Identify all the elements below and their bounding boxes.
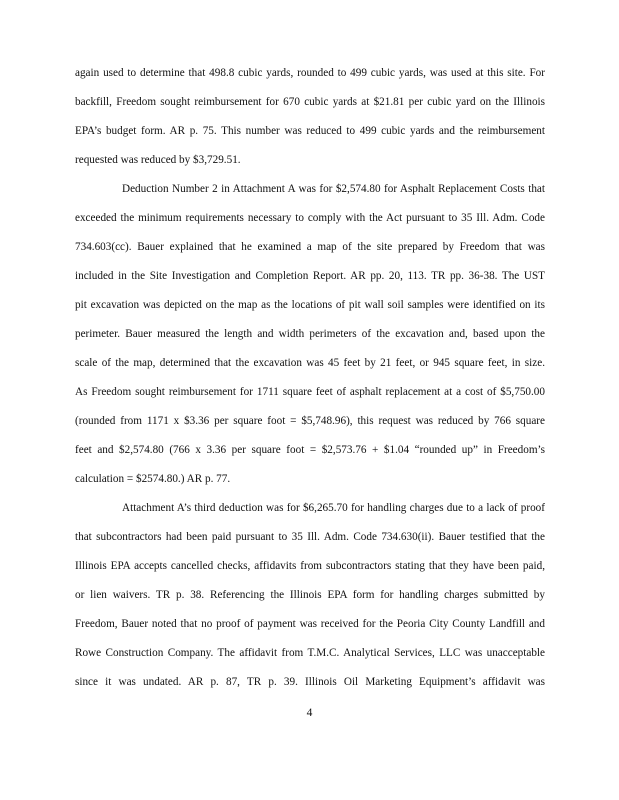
paragraph-2-line-10: feet and $2,574.80 (766 x 3.36 per square foot = $2,573.76 + $1.04 “rounded up” in Freedom’s <box>75 444 545 456</box>
paragraph-2-line-11: calculation = $2574.80.) AR p. 77. <box>75 473 231 485</box>
page-number: 4 <box>306 707 313 719</box>
paragraph-2-line-2: exceeded the minimum requirements necessary to comply with the Act pursuant to 35 Ill. Adm. Code <box>75 212 545 224</box>
paragraph-2-line-8: As Freedom sought reimbursement for 1711 square feet of asphalt replacement at a cost of $5,750.00 <box>75 386 545 398</box>
paragraph-1-line-3: EPA’s budget form. AR p. 75. This number was reduced to 499 cubic yards and the reimbursement <box>75 125 545 137</box>
paragraph-2-line-5: pit excavation was depicted on the map as the locations of pit wall soil samples were identified on its <box>75 299 545 311</box>
paragraph-2-line-4: included in the Site Investigation and Completion Report. AR pp. 20, 113. TR pp. 36-38. The UST <box>75 270 545 282</box>
paragraph-3-line-7: since it was undated. AR p. 87, TR p. 39. Illinois Oil Marketing Equipment’s affidavit was <box>75 676 545 688</box>
paragraph-2-line-3: 734.603(cc). Bauer explained that he examined a map of the site prepared by Freedom that was <box>75 241 545 253</box>
paragraph-3-line-4: or lien waivers. TR p. 38. Referencing the Illinois EPA form for handling charges submitted by <box>75 589 545 601</box>
paragraph-2-line-9: (rounded from 1171 x $3.36 per square foot = $5,748.96), this request was reduced by 766 square <box>75 415 545 427</box>
paragraph-3-line-2: that subcontractors had been paid pursuant to 35 Ill. Adm. Code 734.630(ii). Bauer testified that the <box>75 531 545 543</box>
paragraph-3-line-6: Rowe Construction Company. The affidavit from T.M.C. Analytical Services, LLC was unacceptable <box>75 647 545 659</box>
paragraph-1-line-2: backfill, Freedom sought reimbursement for 670 cubic yards at $21.81 per cubic yard on the Illinois <box>75 96 545 108</box>
paragraph-2-line-1: Deduction Number 2 in Attachment A was for $2,574.80 for Asphalt Replacement Costs that <box>122 183 545 195</box>
paragraph-1-line-1: again used to determine that 498.8 cubic yards, rounded to 499 cubic yards, was used at this site. For <box>75 67 545 79</box>
paragraph-3-line-3: Illinois EPA accepts cancelled checks, affidavits from subcontractors stating that they have been paid, <box>75 560 545 572</box>
paragraph-2-line-7: scale of the map, determined that the excavation was 45 feet by 21 feet, or 945 square feet, in size. <box>75 357 545 369</box>
paragraph-3-line-1: Attachment A’s third deduction was for $6,265.70 for handling charges due to a lack of proof <box>122 502 545 514</box>
paragraph-3-line-5: Freedom, Bauer noted that no proof of payment was received for the Peoria City County Landfill and <box>75 618 545 630</box>
paragraph-1-line-4: requested was reduced by $3,729.51. <box>75 154 241 166</box>
paragraph-2-line-6: perimeter. Bauer measured the length and width perimeters of the excavation and, based upon the <box>75 328 545 340</box>
